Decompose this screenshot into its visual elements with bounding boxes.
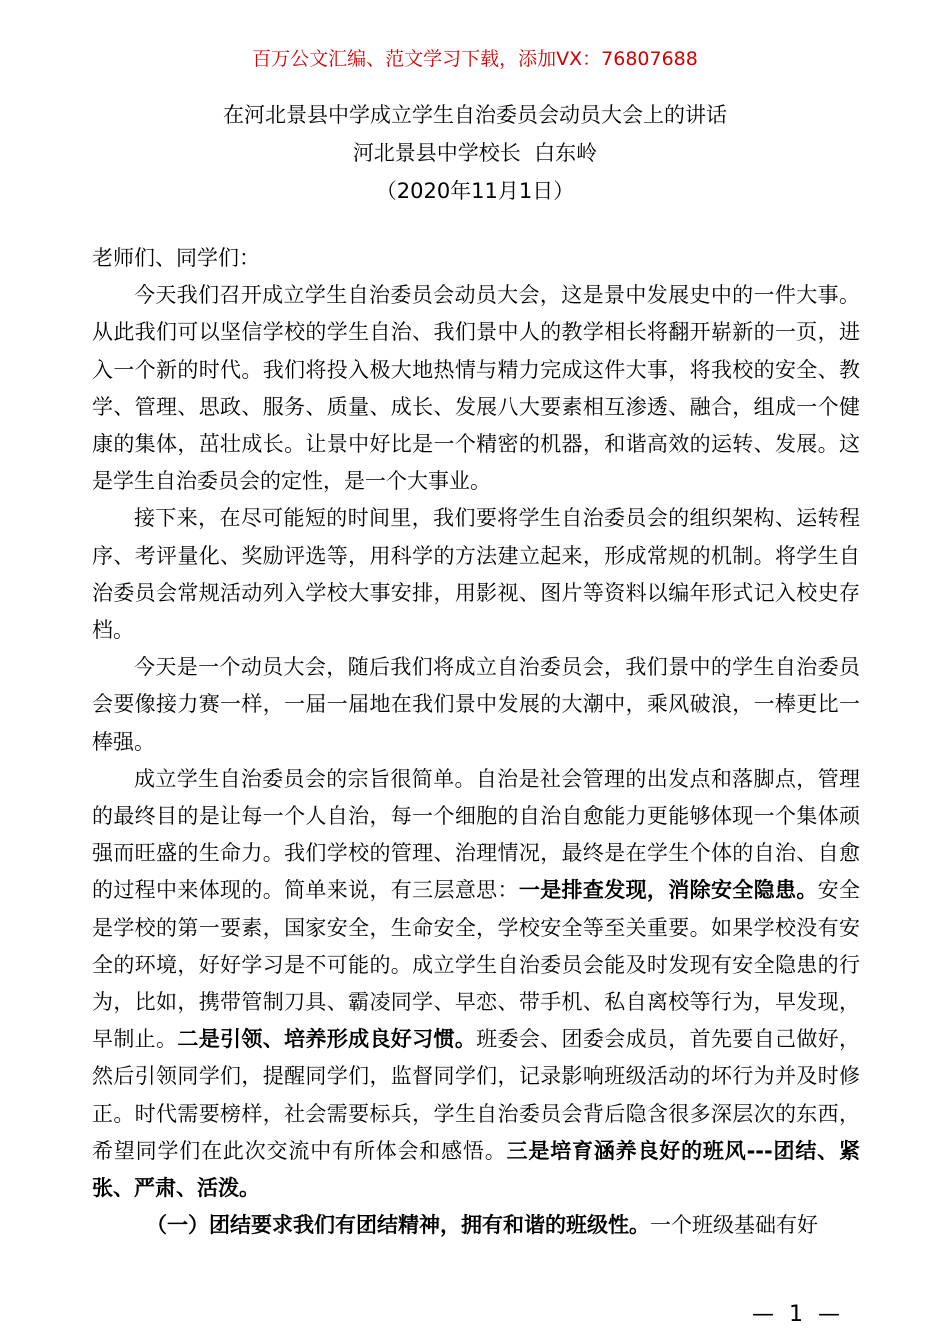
point-three-heading: 三是培育涵养良好的班风---团结、紧张、严肃、活泼。 <box>92 1138 860 1201</box>
document-title: 在河北景县中学成立学生自治委员会动员大会上的讲话 <box>223 103 727 127</box>
subsection-one-heading: （一）团结要求我们有团结精神，拥有和谐的班级性。 <box>146 1213 650 1238</box>
page-number: — 1 — <box>752 1302 844 1327</box>
document-date: （2020年11月1日） <box>375 179 575 203</box>
paragraph-4-text-1: 成立学生自治委员会的宗旨很简单。自治是社会管理的出发点和落脚点，管理的最终目的是让每一个人自治，每一个细胞的自治自愈能力更能够体现一个集体顽强而旺盛的生命力。我们学校的管理、治理情况，最终是在学生个体的自治、自愈的过程中来体现的。简单来说，有三层意思： <box>92 766 860 903</box>
paragraph-4-text-2: 安全是学校的第一要素，国家安全，生命安全，学校安全等至关重要。如果学校没有安全的环境，好好学习是不可能的。成立学生自治委员会能及时发现有安全隐患的行为，比如，携带管制刀具、霸凌同学、早恋、带手机、私自离校等行为，早发现，早制止。 <box>92 878 861 1052</box>
paragraph-3: 今天是一个动员大会，随后我们将成立自治委员会，我们景中的学生自治委员会要像接力赛一样，一届一届地在我们景中发展的大潮中，乘风破浪，一棒更比一棒强。 <box>92 655 860 754</box>
document-author: 河北景县中学校长 白东岭 <box>352 141 598 165</box>
salutation: 老师们、同学们： <box>92 246 260 270</box>
paragraph-5 <box>92 1207 860 1244</box>
paragraph-5-text-1: 一个班级基础有好 <box>650 1213 818 1238</box>
paragraph-4-text-3: 班委会、团委会成员，首先要自己做好，然后引领同学们，提醒同学们，监督同学们，记录影响班级活动的坏行为并及时修正。时代需要榜样，社会需要标兵，学生自治委员会背后隐含很多深层次的东西，希望同学们在此次交流中有所体会和感悟。 <box>92 1027 861 1163</box>
point-one-heading: 一是排查发现，消除安全隐患。 <box>518 878 818 903</box>
document-header <box>0 96 950 210</box>
document-body <box>92 240 860 1244</box>
point-two-heading: 二是引领、培养形成良好习惯。 <box>177 1027 477 1052</box>
watermark-banner: 百万公文汇编、范文学习下载，添加VX：76807688 <box>252 48 698 70</box>
paragraph-1: 今天我们召开成立学生自治委员会动员大会，这是景中发展史中的一件大事。从此我们可以坚信学校的学生自治、我们景中人的教学相长将翻开崭新的一页，进入一个新的时代。我们将投入极大地热情与精力完成这件大事，将我校的安全、教学、管理、思政、服务、质量、成长、发展八大要素相互渗透、融合，组成一个健康的集体，茁壮成长。让景中好比是一个精密的机器，和谐高效的运转、发展。这是学生自治委员会的定性，是一个大事业。 <box>92 283 860 494</box>
paragraph-2: 接下来，在尽可能短的时间里，我们要将学生自治委员会的组织架构、运转程序、考评量化、奖励评选等，用科学的方法建立起来，形成常规的机制。将学生自治委员会常规活动列入学校大事安排，用影视、图片等资料以编年形式记入校史存档。 <box>92 506 860 643</box>
paragraph-4 <box>92 761 860 1207</box>
